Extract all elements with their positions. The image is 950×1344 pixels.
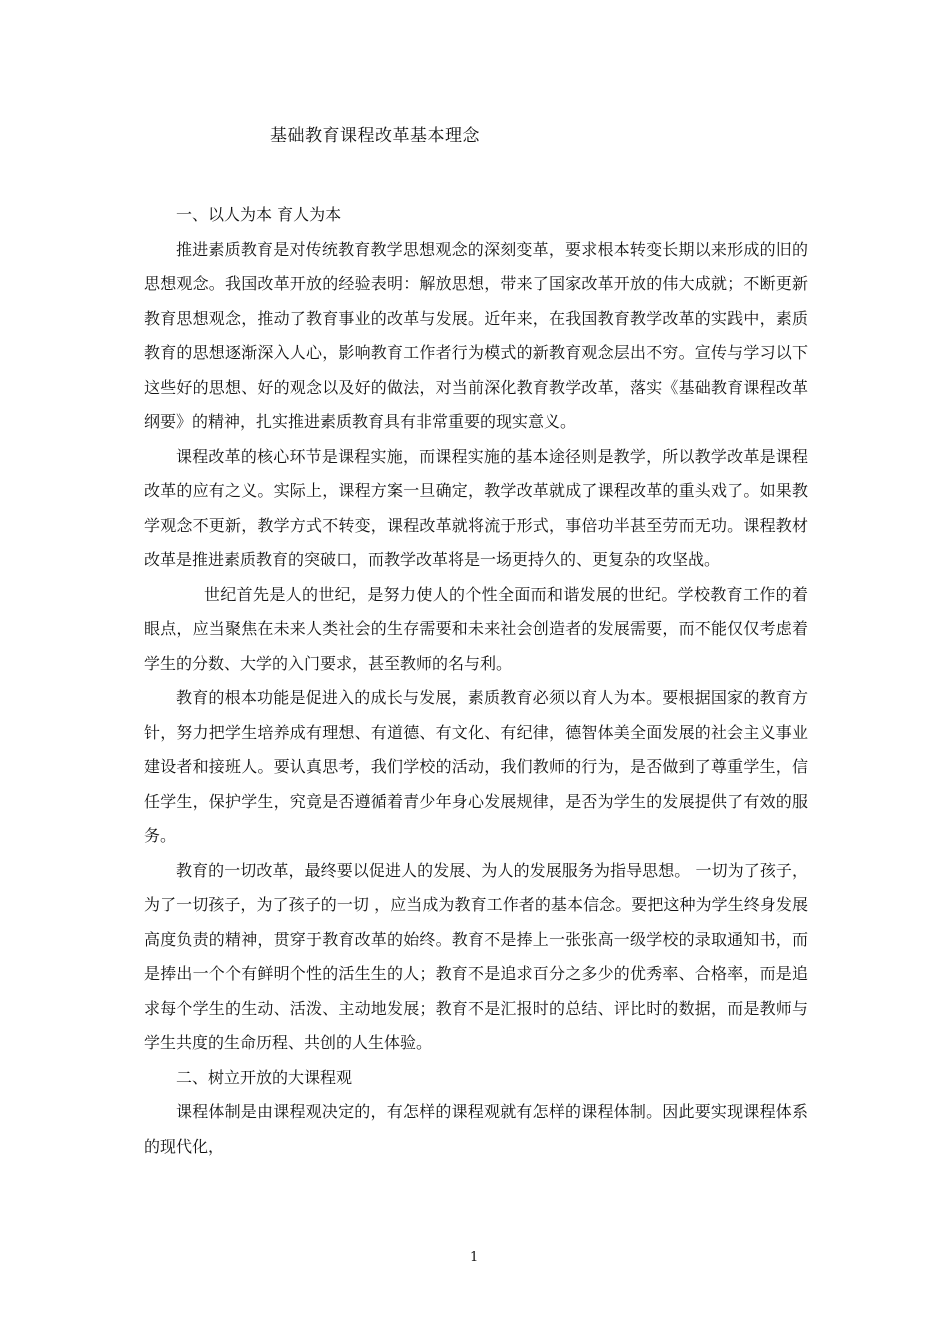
paragraph-2: 课程改革的核心环节是课程实施，而课程实施的基本途径则是教学，所以教学改革是课程改革的应有之义。实际上，课程方案一旦确定，教学改革就成了课程改革的重头戏了。如果教学观念不更新，教学方式不转变，课程改革就将流于形式，事倍功半甚至劳而无功。课程教材改革是推进素质教育的突破口，而教学改革将是一场更持久的、更复杂的攻坚战。 — [144, 446, 808, 569]
section-heading-1: 一、以人为本 育人为本 — [176, 205, 342, 224]
document-title: 基础教育课程改革基本理念 — [270, 126, 480, 146]
paragraph-6: 课程体制是由课程观决定的，有怎样的课程观就有怎样的课程体制。因此要实现课程体系的现代化， — [144, 1102, 808, 1156]
paragraph-1: 推进素质教育是对传统教育教学思想观念的深刻变革，要求根本转变长期以来形成的旧的思想观念。我国改革开放的经验表明：解放思想，带来了国家改革开放的伟大成就；不断更新教育思想观念，推动了教育事业的改革与发展。近年来，在我国教育教学改革的实践中，素质教育的思想逐渐深入人心，影响教育工作者行为模式的新教育观念层出不穷。宣传与学习以下这些好的思想、好的观念以及好的做法，对当前深化教育教学改革，落实《基础教育课程改革纲要》的精神，扎实推进素质教育具有非常重要的现实意义。 — [144, 239, 808, 431]
paragraph-3: 世纪首先是人的世纪，是努力使人的个性全面而和谐发展的世纪。学校教育工作的着眼点，应当聚焦在未来人类社会的生存需要和未来社会创造者的发展需要，而不能仅仅考虑着学生的分数、大学的入门要求，甚至教师的名与利。 — [144, 584, 808, 673]
paragraph-5: 教育的一切改革，最终要以促进人的发展、为人的发展服务为指导思想。 一切为了孩子，为了一切孩子，为了孩子的一切 ，应当成为教育工作者的基本信念。要把这种为学生终身发展高度负责的精神，贯穿于教育改革的始终。教育不是捧上一张张高一级学校的录取通知书，而是捧出一个个有鲜明个性的活生生的人；教育不是追求百分之多少的优秀率、合格率，而是追求每个学生的生动、活泼、主动地发展；教育不是汇报时的总结、评比时的数据，而是教师与学生共度的生命历程、共创的人生体验。 — [144, 860, 808, 1052]
document-body — [144, 198, 808, 1164]
section-heading-2: 二、树立开放的大课程观 — [176, 1067, 353, 1087]
page-number: 1 — [470, 1250, 479, 1265]
paragraph-4: 教育的根本功能是促进入的成长与发展，素质教育必须以育人为本。要根据国家的教育方针，努力把学生培养成有理想、有道德、有文化、有纪律，德智体美全面发展的社会主义事业建设者和接班人。要认真思考，我们学校的活动，我们教师的行为，是否做到了尊重学生，信任学生，保护学生，究竟是否遵循着青少年身心发展规律，是否为学生的发展提供了有效的服务。 — [144, 688, 808, 845]
